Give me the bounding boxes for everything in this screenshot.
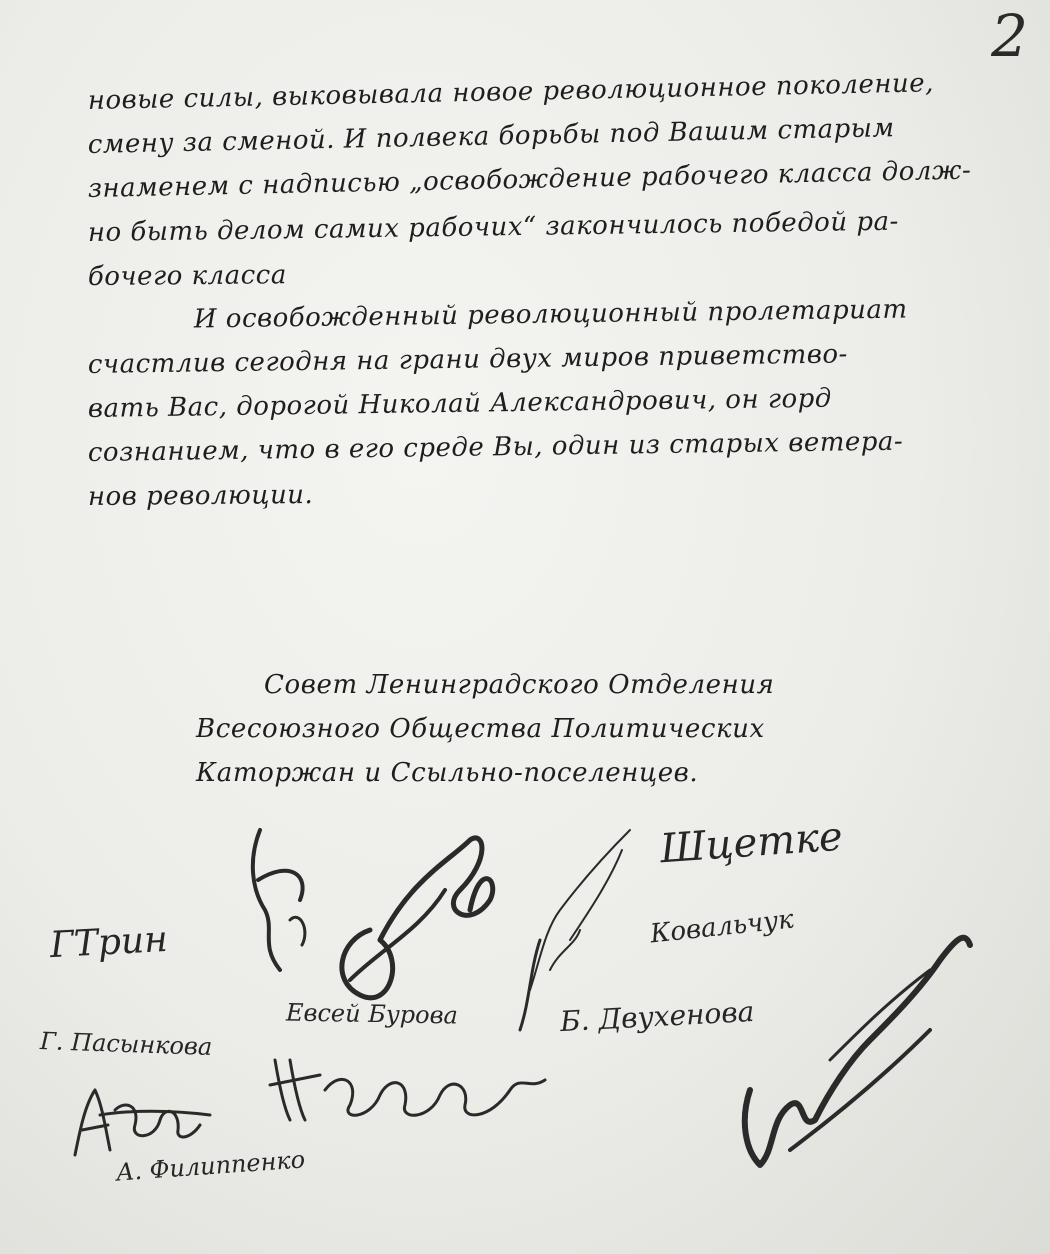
body-line: бочего класса — [87, 260, 287, 292]
body-line: смену за сменой. И полвека борьбы под Вашим старым — [87, 113, 895, 160]
body-line: И освобожденный революционный пролетариат — [193, 294, 908, 335]
signature: Евсей Бурова — [285, 998, 459, 1030]
letter-body — [87, 68, 1018, 528]
body-line: знаменем с надписью „освобождение рабочего класса долж- — [87, 155, 972, 204]
body-line: счастлив сегодня на грани двух миров приветство- — [87, 339, 849, 380]
body-line: но быть делом самих рабочих“ закончилось победой ра- — [87, 206, 899, 248]
body-line: сознанием, что в его среде Вы, один из старых ветера- — [87, 426, 904, 468]
body-line: новые силы, выковывала новое революционное поколение, — [87, 68, 935, 116]
signature: Ковальчук — [648, 904, 796, 950]
page-number: 2 — [991, 2, 1028, 70]
closing-line: Каторжан и Ссыльно-поселенцев. — [196, 758, 699, 788]
signature: Шцетке — [658, 813, 845, 873]
illegible-signatures — [230, 820, 1010, 1250]
signature: Г. Пасынкова — [39, 1027, 213, 1061]
closing-line: Всесоюзного Общества Политических — [196, 714, 765, 744]
body-line: нов революции. — [87, 480, 314, 512]
closing-line: Совет Ленинградского Отделения — [264, 670, 775, 700]
body-line: вать Вас, дорогой Николай Александрович, он горд — [87, 383, 832, 424]
closing-block — [196, 672, 896, 804]
illegible-signature-small — [60, 1070, 220, 1180]
signature: ГТрин — [49, 918, 169, 967]
signature: А. Филиппенко — [115, 1145, 307, 1187]
signature: Б. Двухенова — [559, 994, 756, 1039]
